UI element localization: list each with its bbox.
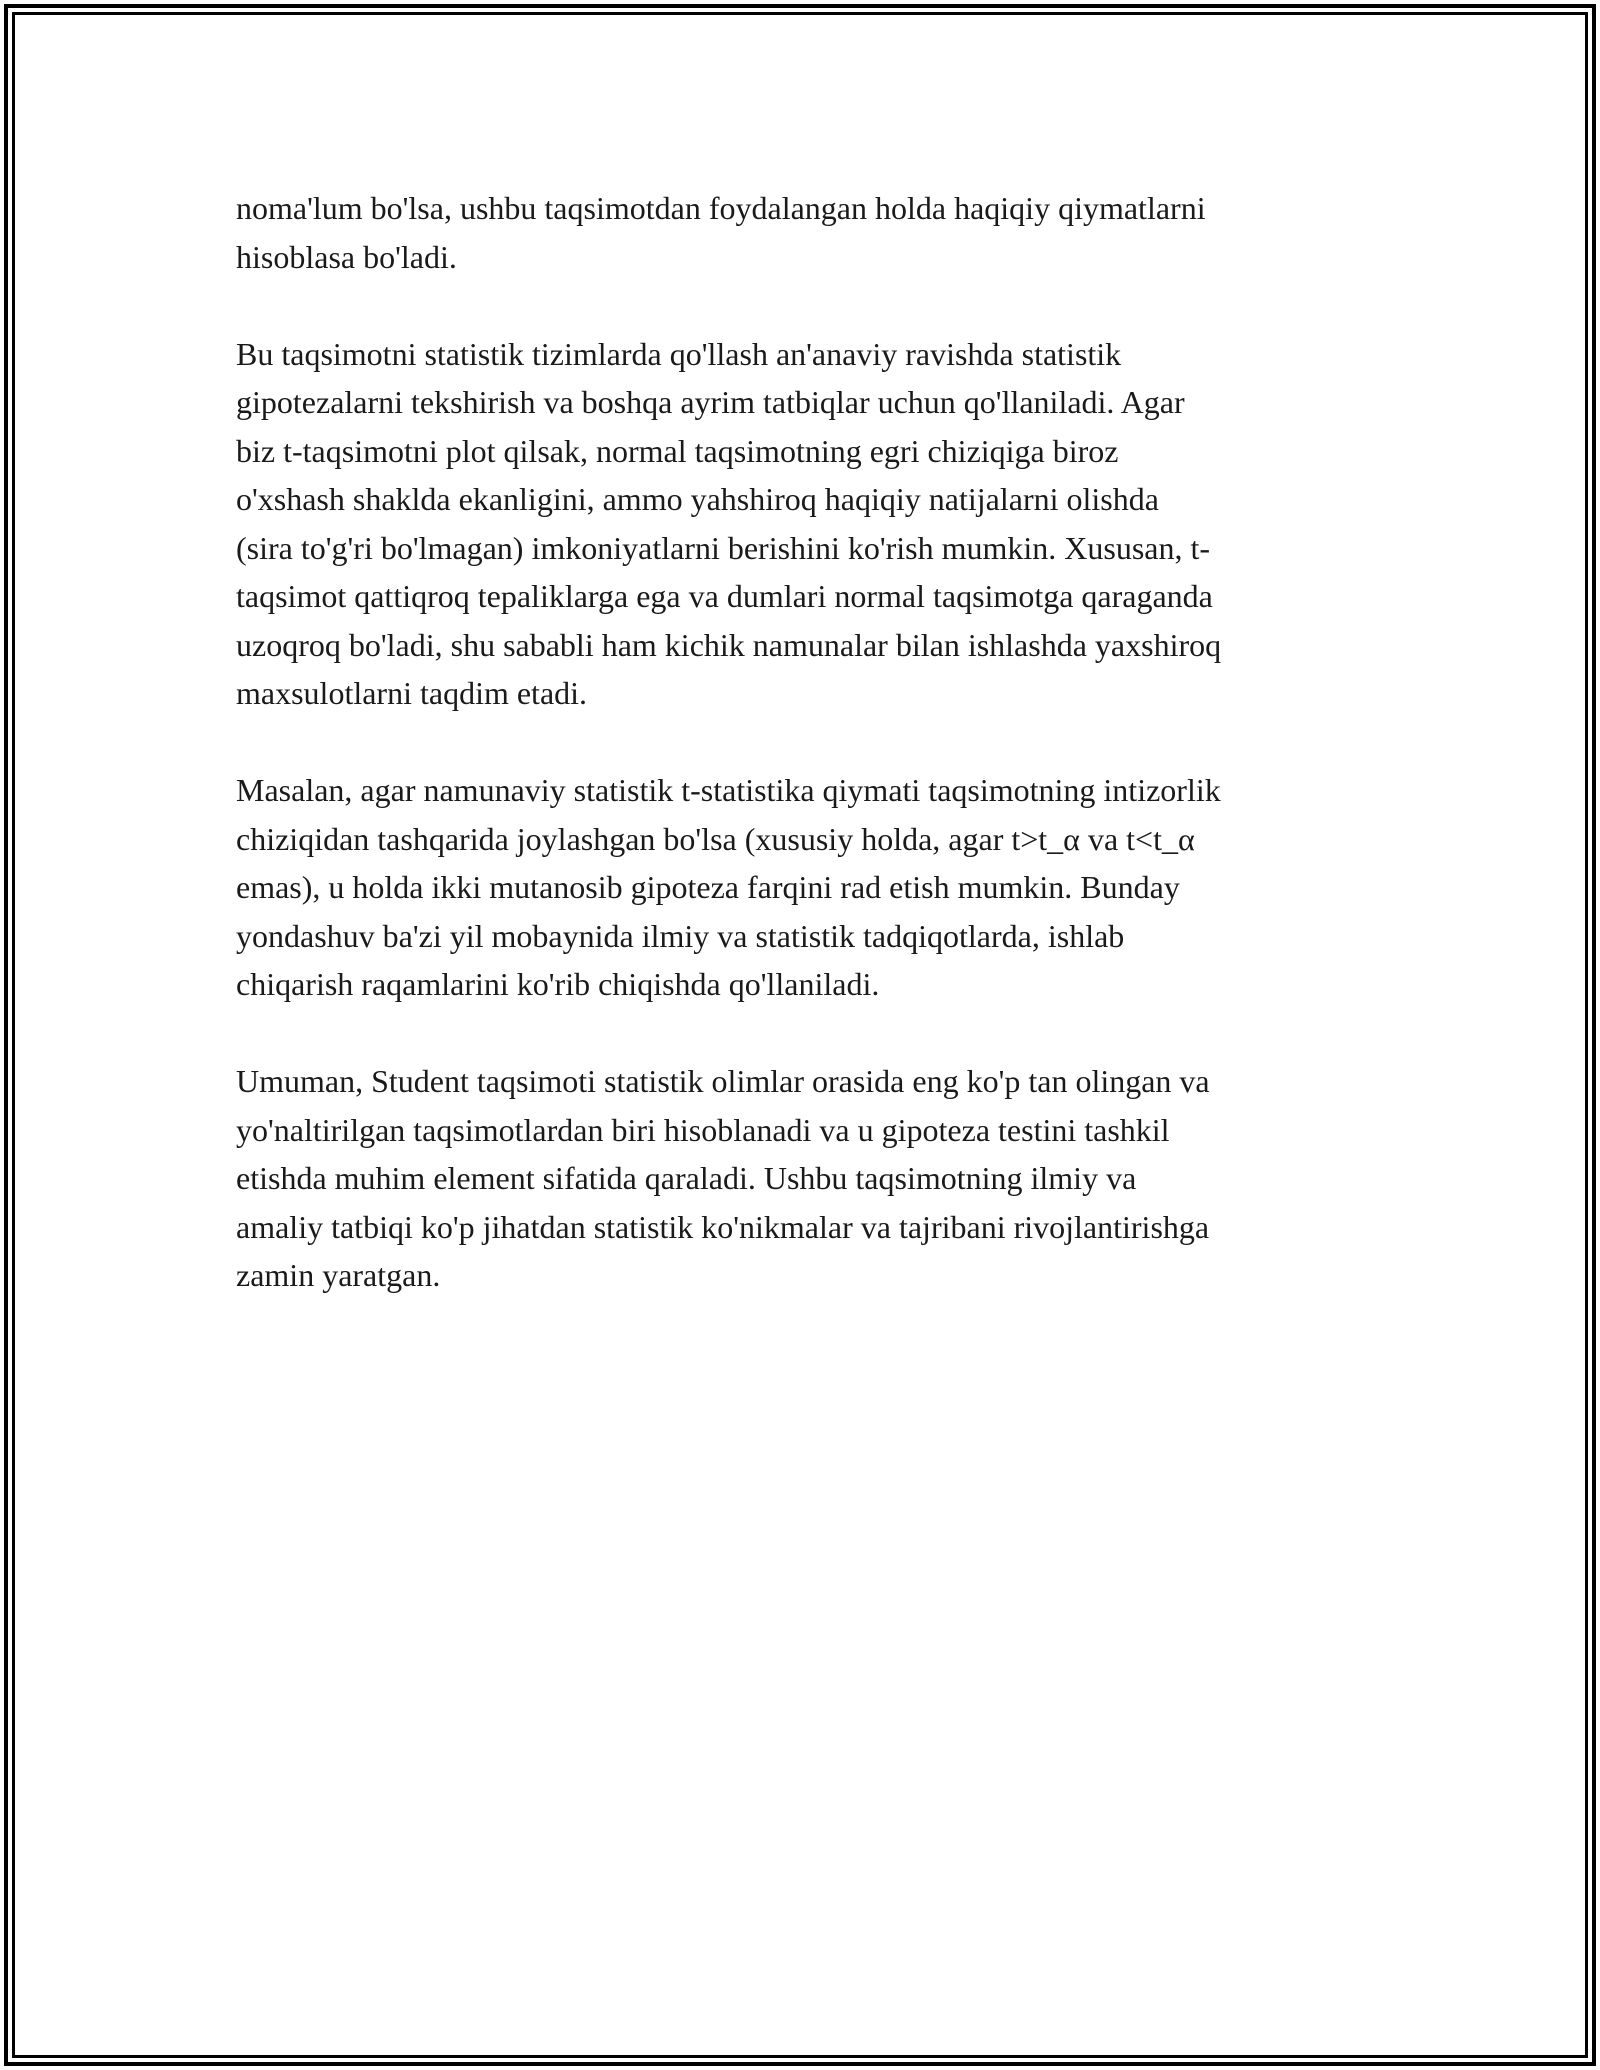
text-line: emas), u holda ikki mutanosib gipoteza farqini rad etish mumkin. Bunday [236,869,1180,905]
paragraph-1 [236,184,1376,281]
paragraph-3 [236,766,1376,1009]
paragraph-4 [236,1057,1376,1300]
text-line: taqsimot qattiqroq tepaliklarga ega va dumlari normal taqsimotga qaraganda [236,578,1213,614]
text-line: yo'naltirilgan taqsimotlardan biri hisoblanadi va u gipoteza testini tashkil [236,1111,1170,1148]
text-line: biz t-taqsimotni plot qilsak, normal taqsimotning egri chiziqiga biroz [236,432,1119,469]
text-line: o'xshash shaklda ekanligini, ammo yahshiroq haqiqiy natijalarni olishda [236,481,1159,517]
text-line: gipotezalarni tekshirish va boshqa ayrim tatbiqlar uchun qo'llaniladi. Agar [236,384,1185,420]
text-line: hisoblasa bo'ladi. [236,238,457,275]
text-line: chiziqidan tashqarida joylashgan bo'lsa (xususiy holda, agar t>t_α va t<t_α [236,820,1195,857]
text-line: zamin yaratgan. [236,1257,441,1293]
text-line: uzoqroq bo'ladi, shu sababli ham kichik namunalar bilan ishlashda yaxshiroq [236,626,1222,663]
text-line: (sira to'g'ri bo'lmagan) imkoniyatlarni berishini ko'rish mumkin. Xususan, t- [236,529,1211,566]
text-line: maxsulotlarni taqdim etadi. [236,675,588,711]
text-line: amaliy tatbiqi ko'p jihatdan statistik ko'nikmalar va tajribani rivojlantirishga [236,1208,1210,1245]
text-line: Bu taqsimotni statistik tizimlarda qo'llash an'anaviy ravishda statistik [236,335,1122,372]
paragraph-2 [236,330,1376,718]
text-line: noma'lum bo'lsa, ushbu taqsimotdan foydalangan holda haqiqiy qiymatlarni [236,190,1206,226]
text-line: etishda muhim element sifatida qaraladi. Ushbu taqsimotning ilmiy va [236,1160,1137,1196]
text-line: chiqarish raqamlarini ko'rib chiqishda qo'llaniladi. [236,966,880,1002]
text-line: Umuman, Student taqsimoti statistik olimlar orasida eng ko'p tan olingan va [236,1063,1210,1099]
document-body [236,184,1376,1348]
text-line: Masalan, agar namunaviy statistik t-statistika qiymati taqsimotning intizorlik [236,772,1221,808]
text-line: yondashuv ba'zi yil mobaynida ilmiy va statistik tadqiqotlarda, ishlab [236,917,1125,954]
